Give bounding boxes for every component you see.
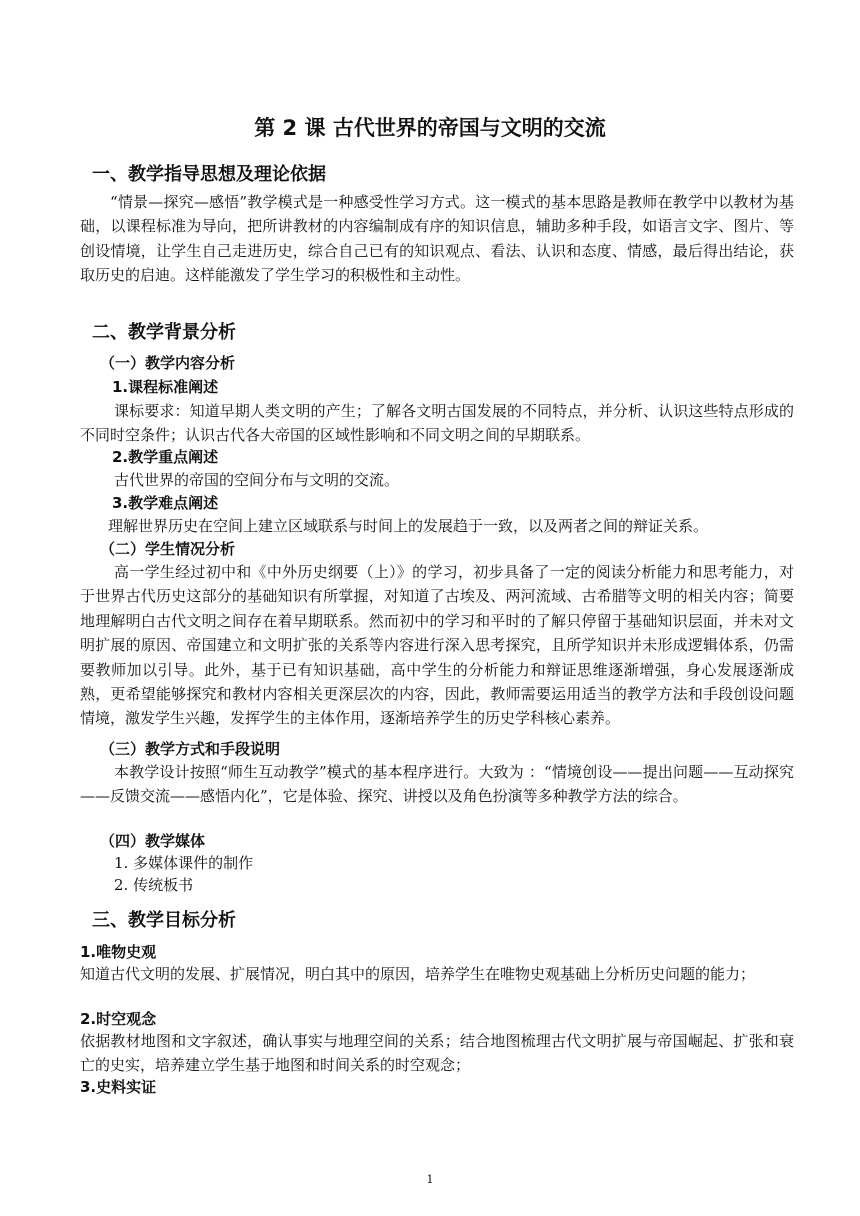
goal-space-time-title: 2.时空观念 [80, 1010, 157, 1028]
item-difficulty-title: 3.教学难点阐述 [112, 494, 219, 512]
item-curriculum-standard-title: 1.课程标准阐述 [112, 378, 219, 396]
subsection-teaching-method: （三）教学方式和手段说明 [100, 740, 281, 758]
subsection-student-analysis: （二）学生情况分析 [100, 540, 236, 558]
item-difficulty-text: 理解世界历史在空间上建立区域联系与时间上的发展趋于一致，以及两者之间的辩证关系。 [108, 517, 709, 535]
goal-materialism-title: 1.唯物史观 [80, 943, 157, 961]
item-key-point-title: 2.教学重点阐述 [112, 448, 219, 466]
page-title: 第 2 课 古代世界的帝国与文明的交流 [254, 116, 606, 140]
goal-materialism-text: 知道古代文明的发展、扩展情况，明白其中的原因，培养学生在唯物史观基础上分析历史问题的能力； [80, 965, 756, 983]
subsection-teaching-media: （四）教学媒体 [100, 832, 206, 850]
media-list-item: 2. 传统板书 [114, 876, 194, 894]
section-3-heading: 三、教学目标分析 [92, 910, 236, 931]
section-1-heading: 一、教学指导思想及理论依据 [92, 164, 326, 185]
media-list-item: 1. 多媒体课件的制作 [114, 854, 254, 872]
teaching-method-paragraph: 本教学设计按照“师生互动教学”模式的基本程序进行。大致为 ：“情境创设——提出问题——互动探究——反馈交流——感悟内化”，它是体验、探究、讲授以及角色扮演等多种教学方法的综合。 [80, 763, 794, 806]
page-number: 1 [426, 1173, 434, 1186]
student-analysis-paragraph: 高一学生经过初中和《中外历史纲要（上）》的学习，初步具备了一定的阅读分析能力和思考能力，对于世界古代历史这部分的基础知识有所掌握，对知道了古埃及、两河流域、古希腊等文明的相关内容；简要地理解明白古代文明之间存在着早期联系。然而初中的学习和平时的了解只停留于基础知识层面，并未对文明扩展的原因、帝国建立和文明扩张的关系等内容进行深入思考探究，且所学知识并未形成逻辑体系，仍需要教师加以引导。此外，基于已有知识基础，高中学生的分析能力和辩证思维逐渐增强，身心发展逐渐成熟，更希望能够探究和教材内容相关更深层次的内容，因此，教师需要运用适当的教学方法和手段创设问题情境，激发学生兴趣，发挥学生的主体作用，逐渐培养学生的历史学科核心素养。 [80, 563, 794, 728]
section-2-heading: 二、教学背景分析 [92, 322, 236, 343]
goal-space-time-text: 依据教材地图和文字叙述，确认事实与地理空间的关系；结合地图梳理古代文明扩展与帝国崛起、扩张和衰亡的史实，培养建立学生基于地图和时间关系的时空观念； [80, 1032, 794, 1075]
subsection-content-analysis: （一）教学内容分析 [100, 354, 236, 372]
goal-evidence-title: 3.史料实证 [80, 1078, 157, 1096]
item-curriculum-standard-text: 课标要求：知道早期人类文明的产生；了解各文明古国发展的不同特点，并分析、认识这些特点形成的不同时空条件；认识古代各大帝国的区域性影响和不同文明之间的早期联系。 [80, 402, 794, 445]
item-key-point-text: 古代世界的帝国的空间分布与文明的交流。 [114, 471, 400, 489]
section-1-paragraph: “情景—探究—感悟”教学模式是一种感受性学习方式。这一模式的基本思路是教师在教学中以教材为基础，以课程标准为导向，把所讲教材的内容编制成有序的知识信息，辅助多种手段，如语言文字、图片、等创设情境，让学生自己走进历史，综合自己已有的知识观点、看法、认识和态度、情感，最后得出结论，获取历史的启迪。这样能激发了学生学习的积极性和主动性。 [80, 193, 794, 285]
